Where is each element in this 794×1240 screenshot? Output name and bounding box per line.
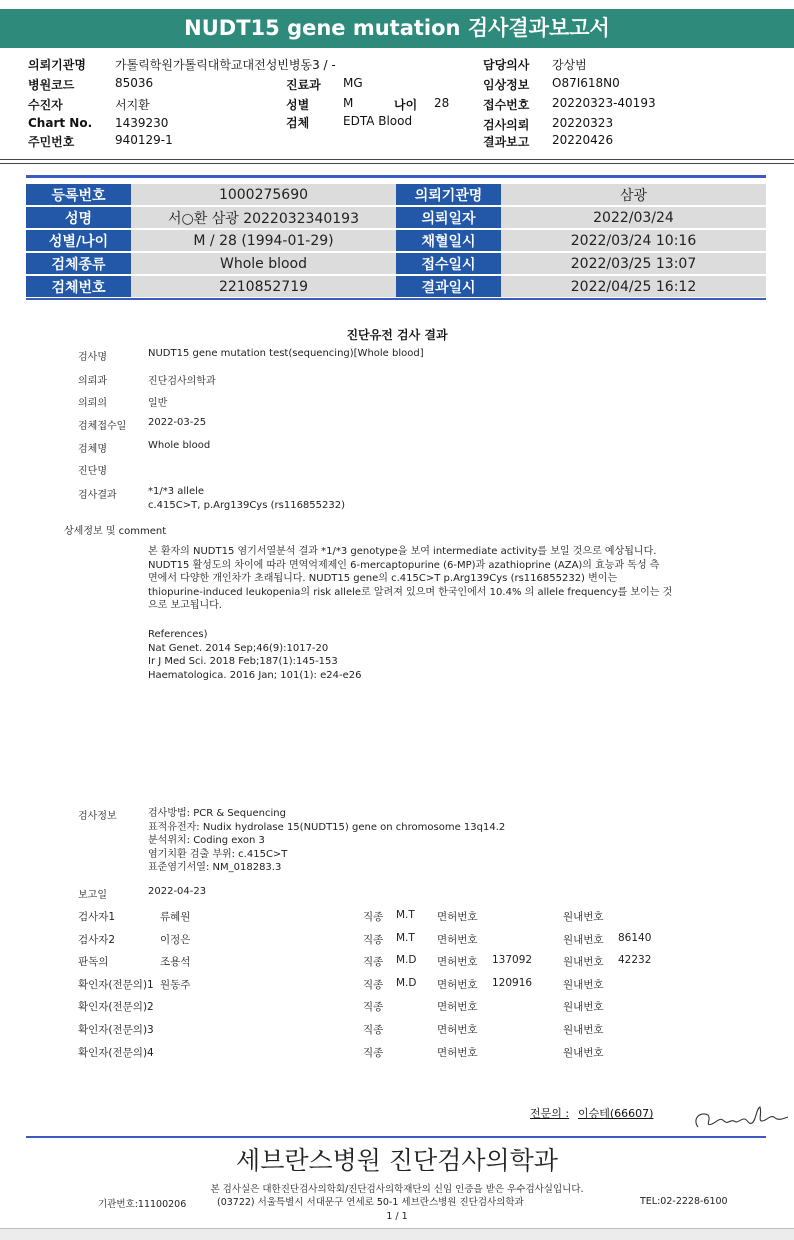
job-label: 직종 xyxy=(363,979,384,991)
header-label: 수진자 xyxy=(28,98,63,112)
license-label: 면허번호 xyxy=(437,934,478,946)
table-row xyxy=(26,276,766,297)
field-label: 검체접수일 xyxy=(78,421,127,432)
specialist-name: 이승테(66607) xyxy=(578,1107,654,1120)
table-row xyxy=(26,253,766,274)
header-value: 20220426 xyxy=(552,133,614,147)
header-value: MG xyxy=(343,76,363,90)
telephone: TEL:02-2228-6100 xyxy=(640,1196,728,1207)
staff-label: 원내번호 xyxy=(563,911,604,923)
test-info-line: 검사방법: PCR & Sequencing xyxy=(148,808,286,819)
reference-line: Ir J Med Sci. 2018 Feb;187(1):145-153 xyxy=(148,656,338,667)
staff-label: 원내번호 xyxy=(563,979,604,991)
test-info-label: 검사정보 xyxy=(78,811,117,822)
report-title: NUDT15 gene mutation 검사결과보고서 xyxy=(184,16,610,40)
staff-label: 원내번호 xyxy=(563,956,604,968)
license-label: 면허번호 xyxy=(437,1001,478,1013)
header-label: 검사의뢰 xyxy=(483,118,530,132)
certification-text: 본 검사실은 대한진단검사의학회/진단검사의학재단의 신임 인증을 받은 우수검사실입니다. xyxy=(210,1184,584,1195)
registration-value: 2022/04/25 16:12 xyxy=(501,276,766,297)
staff-label: 원내번호 xyxy=(563,1047,604,1059)
job-label: 직종 xyxy=(363,911,384,923)
comment-line: NUDT15 활성도의 차이에 따라 면역억제제인 6-mercaptopurine (6-MP)과 azathioprine (AZA)의 효능과 독성 측 xyxy=(148,559,660,571)
test-info-line: 염기치환 검출 부위: c.415C>T xyxy=(148,848,288,860)
divider xyxy=(26,1136,766,1138)
comment-label: 상세정보 및 comment xyxy=(64,526,167,537)
handwritten-signature xyxy=(690,1097,790,1137)
divider xyxy=(0,159,794,160)
signatory-role: 검사자1 xyxy=(78,911,116,923)
license-number: 120916 xyxy=(492,977,533,989)
registration-value: 서○환 삼광 2022032340193 xyxy=(131,207,396,228)
comment-text xyxy=(148,545,708,613)
reference-line: Haematologica. 2016 Jan; 101(1): e24-e26 xyxy=(148,669,362,681)
header-value: 940129-1 xyxy=(115,133,173,147)
field-label: 진단명 xyxy=(78,466,107,477)
registration-label: 채혈일시 xyxy=(396,230,501,251)
report-date: 2022-04-23 xyxy=(148,886,207,897)
job-label: 직종 xyxy=(363,934,384,946)
job-value: M.D xyxy=(396,977,417,989)
registration-value: 1000275690 xyxy=(131,184,396,205)
header-label: 결과보고 xyxy=(483,135,530,149)
header-value: 서지환 xyxy=(115,98,150,112)
table-row xyxy=(26,230,766,251)
license-label: 면허번호 xyxy=(437,979,478,991)
field-label: 의뢰의 xyxy=(78,398,107,409)
staff-label: 원내번호 xyxy=(563,1024,604,1036)
test-info-line: 표적유전자: Nudix hydrolase 15(NUDT15) gene on chromosome 13q14.2 xyxy=(148,821,506,833)
field-value: 2022-03-25 xyxy=(148,417,207,428)
registration-value: 2022/03/24 10:16 xyxy=(501,230,766,251)
license-label: 면허번호 xyxy=(437,911,478,923)
org-code: 기관번호:11100206 xyxy=(98,1199,187,1210)
report-date-label: 보고일 xyxy=(78,890,107,901)
test-result-line: *1/*3 allele xyxy=(148,486,205,497)
job-value: M.T xyxy=(396,909,415,921)
registration-value: 2022/03/24 xyxy=(501,207,766,228)
job-value: M.D xyxy=(396,954,417,966)
test-info-line: 표준염기서열: NM_018283.3 xyxy=(148,862,282,873)
registration-label: 검체종류 xyxy=(26,253,131,274)
report-title-banner xyxy=(0,9,794,48)
institution-name: 세브란스병원 진단검사의학과 xyxy=(236,1146,558,1175)
comment-line: 본 환자의 NUDT15 염기서열분석 결과 *1/*3 genotype을 보여 intermediate activity를 보일 것으로 예상됩니다. xyxy=(148,546,657,557)
result-section-title: 진단유전 검사 결과 xyxy=(346,328,448,342)
header-label: 임상정보 xyxy=(483,78,530,92)
test-info xyxy=(148,807,598,875)
header-value: EDTA Blood xyxy=(343,114,413,128)
field-label: 검사명 xyxy=(78,352,107,363)
header-value: O87I618N0 xyxy=(552,76,620,90)
license-label: 면허번호 xyxy=(437,1047,478,1059)
header-value: 28 xyxy=(434,96,450,110)
registration-label: 의뢰일자 xyxy=(396,207,501,228)
license-label: 면허번호 xyxy=(437,1024,478,1036)
table-row xyxy=(26,207,766,228)
test-info-line: 분석위치: Coding exon 3 xyxy=(148,835,265,846)
signatory-name: 류혜원 xyxy=(160,911,191,923)
page-bottom-strip xyxy=(0,1229,794,1240)
signatory-name: 이정은 xyxy=(160,934,191,946)
signatory-role: 확인자(전문의)1 xyxy=(78,979,154,991)
registration-value: M / 28 (1994-01-29) xyxy=(131,230,396,251)
divider xyxy=(26,175,766,178)
comment-line: 으로 보고됩니다. xyxy=(148,600,222,611)
job-label: 직종 xyxy=(363,1024,384,1036)
specialist-label: 전문의 : xyxy=(530,1107,570,1120)
registration-label: 성명 xyxy=(26,207,131,228)
header-label: 검체 xyxy=(286,116,310,130)
field-label: 검체명 xyxy=(78,444,107,455)
staff-number: 42232 xyxy=(618,954,652,966)
field-value: 진단검사의학과 xyxy=(148,376,216,387)
license-number: 137092 xyxy=(492,954,533,966)
test-result-line: c.415C>T, p.Arg139Cys (rs116855232) xyxy=(148,500,346,511)
registration-label: 접수일시 xyxy=(396,253,501,274)
table-row xyxy=(26,184,766,205)
address: (03722) 서울특별시 서대문구 연세로 50-1 세브란스병원 진단검사의학과 xyxy=(217,1197,524,1208)
registration-value: Whole blood xyxy=(131,253,396,274)
registration-label: 등록번호 xyxy=(26,184,131,205)
header-label: Chart No. xyxy=(28,116,93,130)
staff-number: 86140 xyxy=(618,932,652,944)
registration-label: 검체번호 xyxy=(26,276,131,297)
test-result-label: 검사결과 xyxy=(78,490,117,501)
header-value: M xyxy=(343,96,354,110)
header-value: 20220323-40193 xyxy=(552,96,656,110)
field-value: Whole blood xyxy=(148,440,211,451)
header-label: 병원코드 xyxy=(28,78,75,92)
comment-line: 면에서 다양한 개인차가 초래됩니다. NUDT15 gene의 c.415C>T p.Arg139Cys (rs116855232) 변이는 xyxy=(148,573,618,584)
staff-label: 원내번호 xyxy=(563,934,604,946)
page-number: 1 / 1 xyxy=(386,1211,408,1222)
header-label: 의뢰기관명 xyxy=(28,58,86,72)
header-label: 주민번호 xyxy=(28,135,75,149)
registration-table xyxy=(26,182,766,299)
signatory-role: 확인자(전문의)3 xyxy=(78,1024,154,1036)
registration-value: 2022/03/25 13:07 xyxy=(501,253,766,274)
registration-value: 삼광 xyxy=(501,184,766,205)
signatory-name: 조용석 xyxy=(160,956,191,968)
header-label: 접수번호 xyxy=(483,98,530,112)
field-value: 일반 xyxy=(148,398,168,409)
field-label: 의뢰과 xyxy=(78,376,107,387)
comment-line: thiopurine-induced leukopenia의 risk allele로 알려져 있으며 한국인에서 10.4% 의 allele frequency를 보이는 것 xyxy=(148,586,673,598)
signatory-name: 원동주 xyxy=(160,979,191,991)
references xyxy=(148,628,548,682)
header-value: 20220323 xyxy=(552,116,614,130)
divider xyxy=(26,298,766,300)
header-value: 가톨릭학원가톨릭대학교대전성빈병동3 / - xyxy=(115,58,336,72)
reference-line: References) xyxy=(148,629,208,640)
reference-line: Nat Genet. 2014 Sep;46(9):1017-20 xyxy=(148,642,329,654)
job-value: M.T xyxy=(396,932,415,944)
header-value: 85036 xyxy=(115,76,154,90)
header-label: 진료과 xyxy=(286,78,321,92)
staff-label: 원내번호 xyxy=(563,1001,604,1013)
license-label: 면허번호 xyxy=(437,956,478,968)
signatory-role: 판독의 xyxy=(78,956,109,968)
header-value: 1439230 xyxy=(115,116,169,130)
header-label: 성별 xyxy=(286,98,310,112)
signatory-role: 검사자2 xyxy=(78,934,116,946)
registration-value: 2210852719 xyxy=(131,276,396,297)
job-label: 직종 xyxy=(363,1047,384,1059)
registration-label: 성별/나이 xyxy=(26,230,131,251)
registration-label: 의뢰기관명 xyxy=(396,184,501,205)
header-label: 나이 xyxy=(394,98,418,112)
signatory-role: 확인자(전문의)2 xyxy=(78,1001,154,1013)
header-label: 담당의사 xyxy=(483,58,530,72)
divider xyxy=(0,163,794,164)
field-value: NUDT15 gene mutation test(sequencing)[Whole blood] xyxy=(148,348,424,359)
signatory-role: 확인자(전문의)4 xyxy=(78,1047,154,1059)
job-label: 직종 xyxy=(363,956,384,968)
job-label: 직종 xyxy=(363,1001,384,1013)
registration-label: 결과일시 xyxy=(396,276,501,297)
header-value: 강상범 xyxy=(552,58,587,72)
